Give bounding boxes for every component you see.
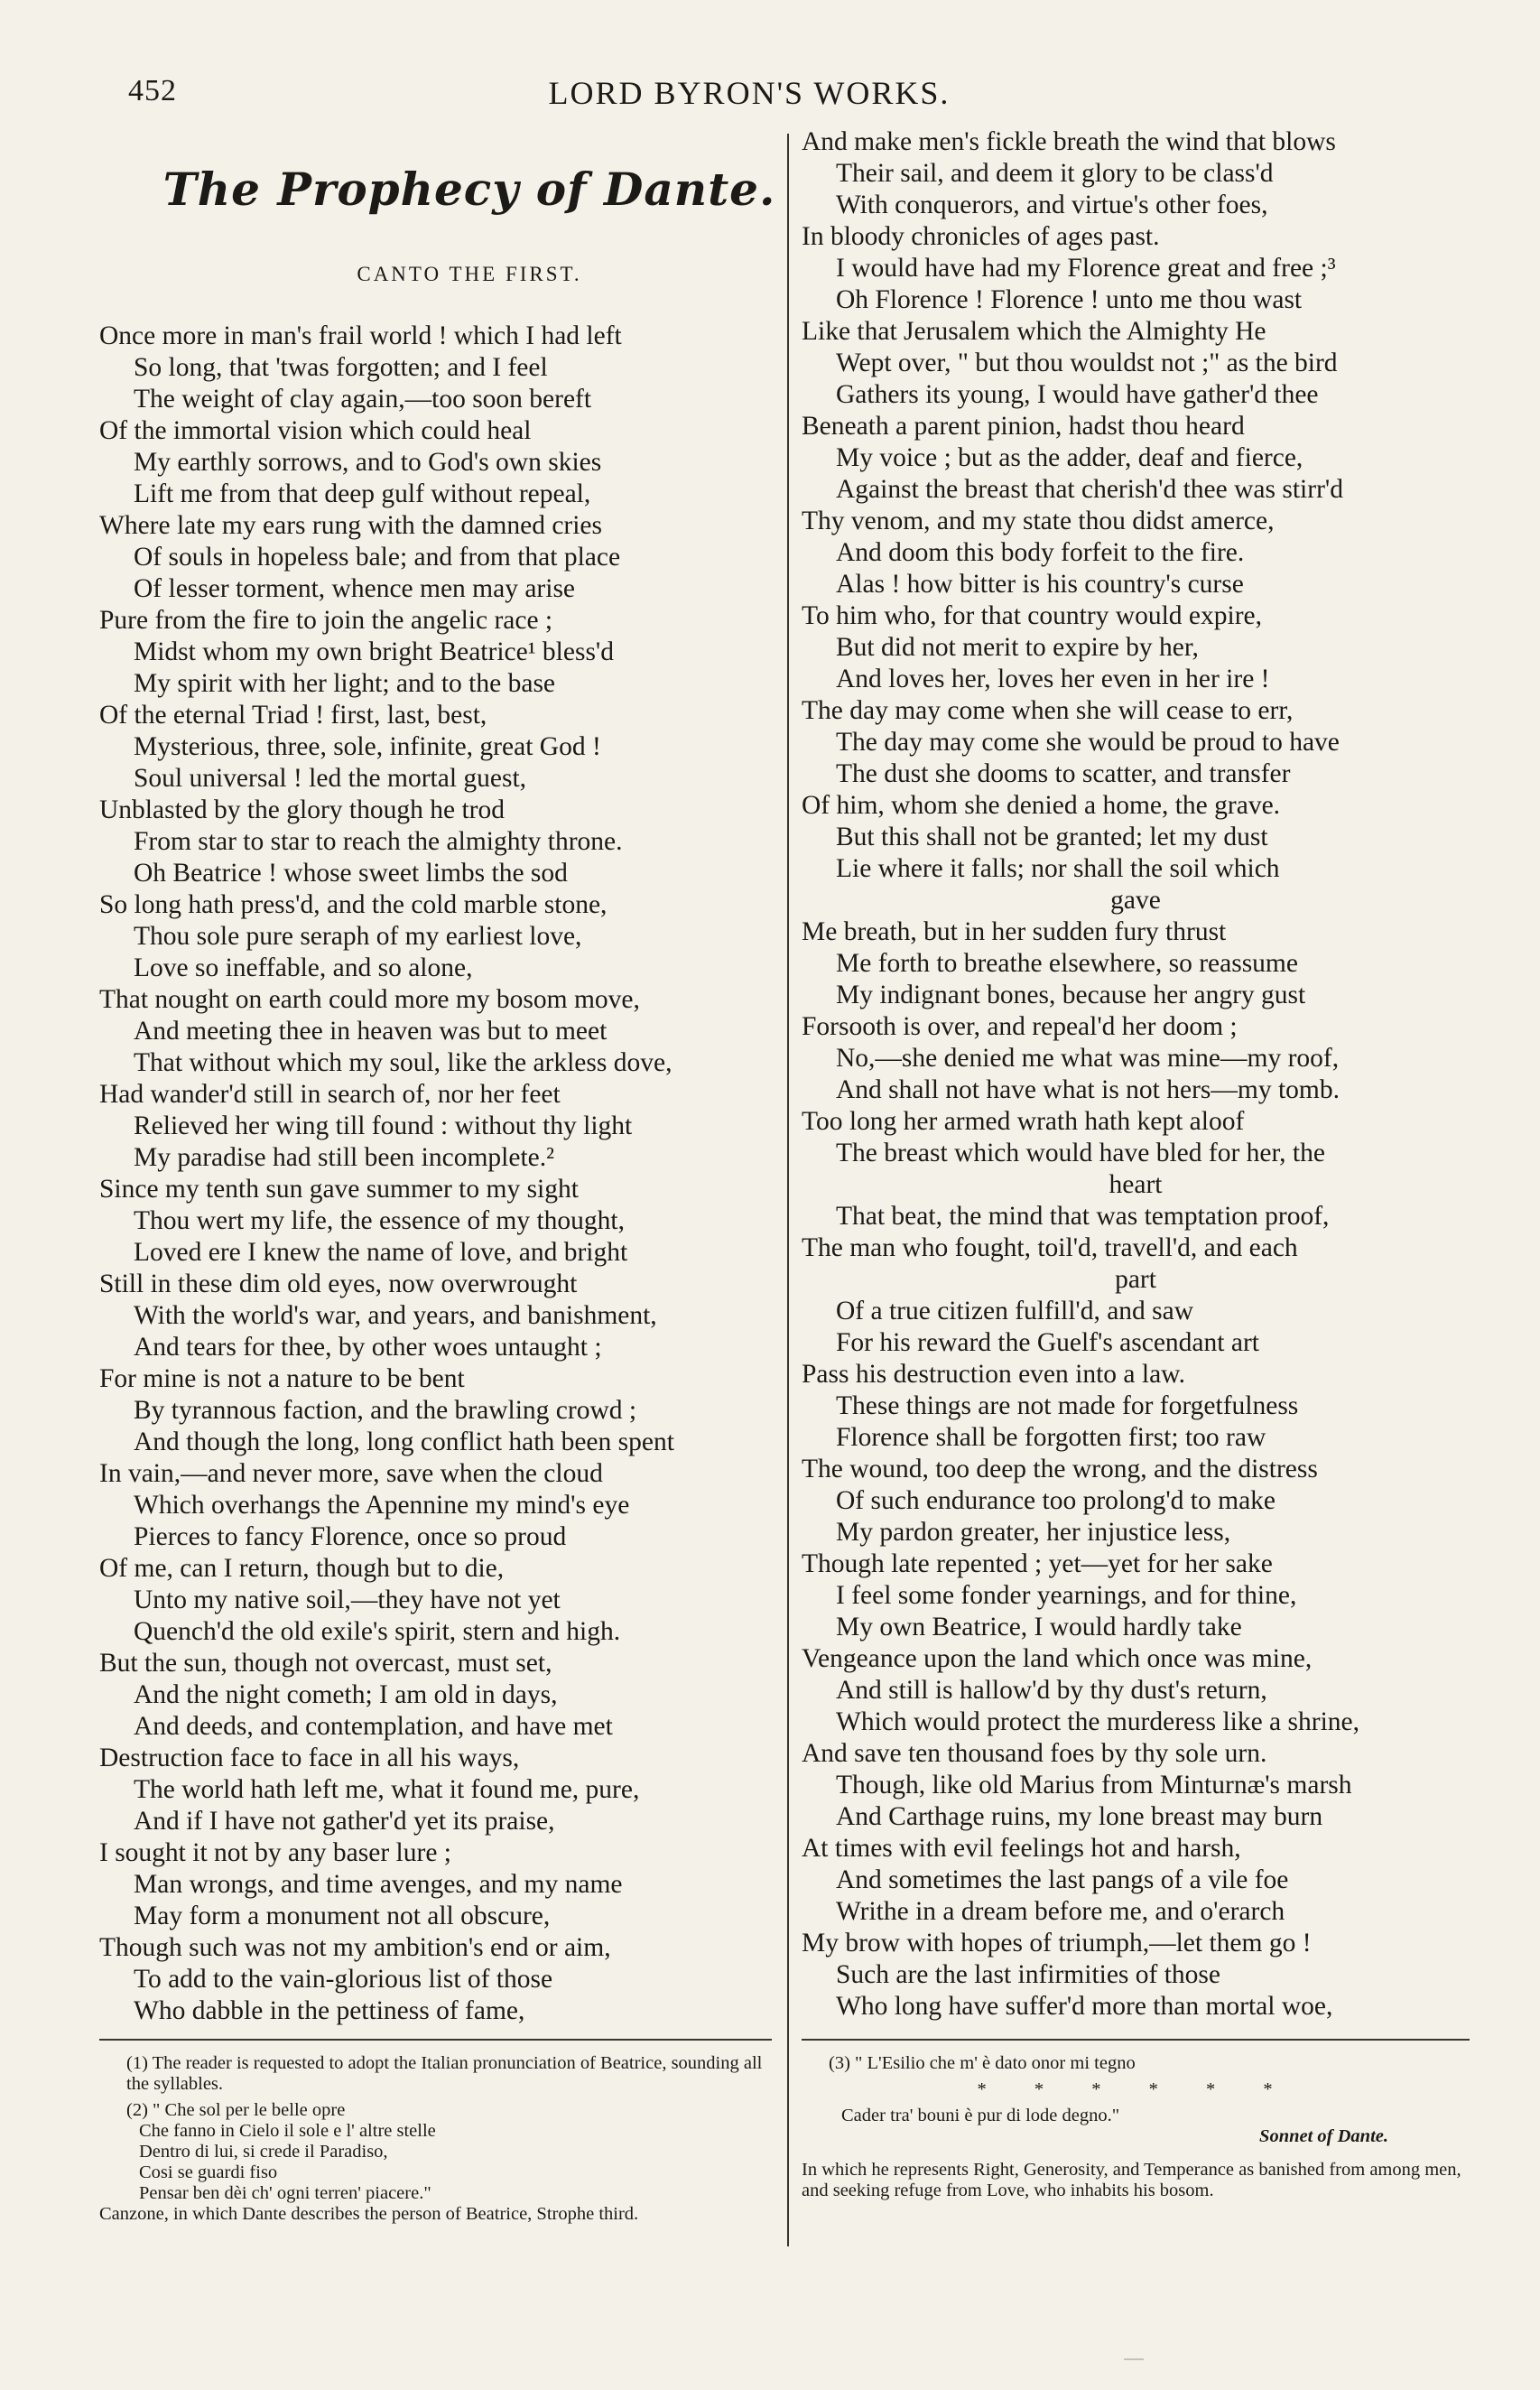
verse-line: part (1115, 1265, 1156, 1294)
verse-line: My own Beatrice, I would hardly take (836, 1613, 1242, 1641)
footnote-2-source: Canzone, in which Dante describes the person of Beatrice, Strophe third. (99, 2204, 639, 2224)
verse-line: Destruction face to face in all his ways, (99, 1744, 520, 1772)
verse-line: And the night cometh; I am old in days, (134, 1680, 558, 1709)
verse-line: But the sun, though not overcast, must set, (99, 1649, 552, 1678)
footnote-3-ellipsis: * * * * * * (977, 2079, 1294, 2099)
right-column (802, 126, 1470, 2023)
verse-line: Since my tenth sun gave summer to my sight (99, 1175, 579, 1204)
verse-line: Me breath, but in her sudden fury thrust (802, 917, 1227, 946)
verse-line: Too long her armed wrath hath kept aloof (802, 1107, 1245, 1136)
verse-line: Still in these dim old eyes, now overwrought (99, 1269, 578, 1298)
right-verse-list (802, 126, 1470, 2023)
verse-line: Me forth to breathe elsewhere, so reassume (836, 949, 1298, 978)
footnote-2 (99, 2100, 772, 2204)
verse-line: Of such endurance too prolong'd to make (836, 1486, 1276, 1515)
verse-line: The world hath left me, what it found me, pure, (134, 1775, 640, 1804)
verse-line: Loved ere I knew the name of love, and bright (134, 1238, 628, 1267)
verse-line: Of the immortal vision which could heal (99, 416, 532, 445)
footnote-2-line: Cosi se guardi fiso (139, 2162, 278, 2182)
verse-line: And meeting thee in heaven was but to meet (134, 1017, 608, 1046)
verse-line: That without which my soul, like the arkless dove, (134, 1048, 673, 1077)
verse-line: Alas ! how bitter is his country's curse (836, 570, 1244, 599)
verse-line: So long, that 'twas forgotten; and I feel (134, 353, 548, 382)
verse-line: My spirit with her light; and to the base (134, 669, 556, 698)
verse-line: That beat, the mind that was temptation proof, (836, 1202, 1330, 1231)
verse-line: Unto my native soil,—they have not yet (134, 1586, 561, 1614)
verse-line: In bloody chronicles of ages past. (802, 222, 1160, 251)
footnotes-right (802, 2039, 1470, 2207)
verse-line: I sought it not by any baser lure ; (99, 1838, 451, 1867)
verse-line: And if I have not gather'd yet its praise, (134, 1807, 555, 1836)
verse-line: Of lesser torment, whence men may arise (134, 574, 576, 603)
verse-line: And still is hallow'd by thy dust's return, (836, 1676, 1267, 1705)
verse-line: gave (1110, 886, 1161, 915)
footnote-3-line: Cader tra' bouni è pur di lode degno." (841, 2106, 1120, 2125)
verse-line: Of souls in hopeless bale; and from that place (134, 543, 621, 572)
footnote-3-source: Sonnet of Dante. (1259, 2126, 1388, 2146)
verse-line: My voice ; but as the adder, deaf and fierce, (836, 443, 1303, 472)
verse-line: And tears for thee, by other woes untaught ; (134, 1333, 602, 1362)
verse-line: Forsooth is over, and repeal'd her doom ; (802, 1012, 1238, 1041)
verse-line: That nought on earth could more my bosom move, (99, 985, 640, 1014)
verse-line: My brow with hopes of triumph,—let them go ! (802, 1929, 1312, 1958)
verse-line: Their sail, and deem it glory to be class'd (836, 159, 1274, 188)
verse-line: Beneath a parent pinion, hadst thou heard (802, 412, 1245, 441)
verse-line: For his reward the Guelf's ascendant art (836, 1328, 1259, 1357)
verse-line: The day may come she would be proud to have (836, 728, 1340, 757)
footnote-2-line: Dentro di lui, si crede il Paradiso, (139, 2142, 388, 2162)
verse-line: Love so ineffable, and so alone, (134, 953, 473, 982)
verse-line: These things are not made for forgetfulness (836, 1391, 1299, 1420)
verse-line: And loves her, loves her even in her ire ! (836, 665, 1270, 693)
verse-line: Pierces to fancy Florence, once so proud (134, 1522, 567, 1551)
verse-line: Though such was not my ambition's end or aim, (99, 1933, 611, 1962)
running-title: LORD BYRON'S WORKS. (548, 75, 951, 111)
verse-line: Lie where it falls; nor shall the soil which (836, 854, 1280, 883)
verse-line: I feel some fonder yearnings, and for thine, (836, 1581, 1297, 1610)
verse-line: Midst whom my own bright Beatrice¹ bless'd (134, 637, 614, 666)
verse-line: With conquerors, and virtue's other foes, (836, 191, 1268, 219)
verse-line: My paradise had still been incomplete.² (134, 1143, 554, 1172)
verse-line: The weight of clay again,—too soon bereft (134, 385, 592, 414)
verse-line: For mine is not a nature to be bent (99, 1364, 465, 1393)
verse-line: I would have had my Florence great and free ;³ (836, 254, 1336, 283)
canto-heading: CANTO THE FIRST. (357, 263, 582, 285)
page-number: 452 (128, 74, 177, 107)
verse-line: And doom this body forfeit to the fire. (836, 538, 1245, 567)
verse-line: Unblasted by the glory though he trod (99, 795, 505, 824)
verse-line: And sometimes the last pangs of a vile foe (836, 1865, 1289, 1894)
verse-line: Thy venom, and my state thou didst amerce, (802, 507, 1275, 535)
verse-line: Writhe in a dream before me, and o'erarch (836, 1897, 1285, 1926)
verse-line: Who long have suffer'd more than mortal woe, (836, 1992, 1333, 2021)
verse-line: Wept over, " but thou wouldst not ;" as the bird (836, 349, 1338, 377)
verse-line: And deeds, and contemplation, and have met (134, 1712, 613, 1741)
verse-line: Had wander'd still in search of, nor her feet (99, 1080, 561, 1109)
footnote-1: (1) The reader is requested to adopt the Italian pronunciation of Beatrice, sounding all the syllables. (126, 2053, 763, 2094)
verse-line: Pass his destruction even into a law. (802, 1360, 1185, 1389)
verse-line: To add to the vain-glorious list of those (134, 1965, 553, 1994)
verse-line: By tyrannous faction, and the brawling crowd ; (134, 1396, 637, 1425)
verse-line: The man who fought, toil'd, travell'd, and each (802, 1233, 1298, 1262)
scan-mark (1124, 2358, 1144, 2360)
verse-line: Like that Jerusalem which the Almighty He (802, 317, 1266, 346)
verse-line: To him who, for that country would expire, (802, 601, 1262, 630)
verse-line: And save ten thousand foes by thy sole urn. (802, 1739, 1267, 1768)
verse-line: The wound, too deep the wrong, and the distress (802, 1455, 1318, 1483)
verse-line: Which would protect the murderess like a shrine, (836, 1707, 1359, 1736)
verse-line: heart (1109, 1170, 1163, 1199)
poem-title: The Prophecy of Dante. (162, 163, 776, 216)
verse-line: Once more in man's frail world ! which I had left (99, 321, 622, 350)
footnote-3-note: In which he represents Right, Generosity, and Temperance as banished from among men, and seeking refuge from Love, who inhabits his bosom. (802, 2160, 1461, 2200)
verse-line: Pure from the fire to join the angelic race ; (99, 606, 553, 635)
verse-line: The day may come when she will cease to err, (802, 696, 1294, 725)
verse-line: Of me, can I return, though but to die, (99, 1554, 505, 1583)
verse-line: My pardon greater, her injustice less, (836, 1518, 1231, 1547)
verse-line: Lift me from that deep gulf without repeal, (134, 479, 591, 508)
verse-line: Such are the last infirmities of those (836, 1960, 1221, 1989)
left-column (99, 126, 785, 2027)
verse-line: Man wrongs, and time avenges, and my name (134, 1870, 623, 1899)
verse-line: Florence shall be forgotten first; too raw (836, 1423, 1266, 1452)
verse-line: No,—she denied me what was mine—my roof, (836, 1044, 1340, 1073)
verse-line: My indignant bones, because her angry gust (836, 981, 1306, 1009)
verse-line: Relieved her wing till found : without thy light (134, 1111, 633, 1140)
verse-line: In vain,—and never more, save when the cloud (99, 1459, 603, 1488)
footnote-3-line: (3) " L'Esilio che m' è dato onor mi tegno (829, 2053, 1136, 2073)
verse-line: And though the long, long conflict hath been spent (134, 1427, 674, 1456)
footnotes-left (99, 2039, 772, 2230)
verse-line: Mysterious, three, sole, infinite, great God ! (134, 732, 601, 761)
verse-line: May form a monument not all obscure, (134, 1902, 551, 1930)
verse-line: Of a true citizen fulfill'd, and saw (836, 1297, 1194, 1325)
verse-line: Who dabble in the pettiness of fame, (134, 1996, 525, 2025)
verse-line: From star to star to reach the almighty throne. (134, 827, 623, 856)
verse-line: And shall not have what is not hers—my tomb. (836, 1075, 1340, 1104)
verse-line: So long hath press'd, and the cold marble stone, (99, 890, 608, 919)
footnote-2-line: Che fanno in Cielo il sole e l' altre stelle (139, 2121, 436, 2141)
verse-line: My earthly sorrows, and to God's own skies (134, 448, 602, 477)
verse-line: At times with evil feelings hot and harsh, (802, 1834, 1241, 1863)
verse-line: Vengeance upon the land which once was mine, (802, 1644, 1313, 1673)
verse-line: But did not merit to expire by her, (836, 633, 1199, 662)
footnote-2-line: (2) " Che sol per le belle opre (126, 2100, 346, 2120)
verse-line: Thou wert my life, the essence of my thought, (134, 1206, 625, 1235)
verse-line: But this shall not be granted; let my dust (836, 823, 1268, 851)
verse-line: Of the eternal Triad ! first, last, best, (99, 701, 487, 730)
verse-line: Which overhangs the Apennine my mind's eye (134, 1491, 630, 1520)
verse-line: The breast which would have bled for her, the (836, 1139, 1325, 1167)
verse-line: Against the breast that cherish'd thee was stirr'd (836, 475, 1343, 504)
verse-line: With the world's war, and years, and banishment, (134, 1301, 657, 1330)
verse-line: The dust she dooms to scatter, and transfer (836, 759, 1291, 788)
verse-line: Gathers its young, I would have gather'd thee (836, 380, 1319, 409)
verse-line: Though late repented ; yet—yet for her sake (802, 1549, 1273, 1578)
verse-line: And make men's fickle breath the wind that blows (802, 127, 1336, 156)
verse-line: And Carthage ruins, my lone breast may burn (836, 1802, 1323, 1831)
verse-line: Thou sole pure seraph of my earliest love, (134, 922, 582, 951)
running-head (0, 65, 1540, 119)
footnote-2-line: Pensar ben dèi ch' ogni terren' piacere." (139, 2183, 431, 2203)
verse-line: Where late my ears rung with the damned cries (99, 511, 602, 540)
verse-line: Oh Florence ! Florence ! unto me thou wast (836, 285, 1303, 314)
verse-line: Soul universal ! led the mortal guest, (134, 764, 527, 793)
column-divider (787, 134, 789, 2246)
verse-line: Quench'd the old exile's spirit, stern and high. (134, 1617, 621, 1646)
verse-line: Though, like old Marius from Minturnæ's marsh (836, 1771, 1352, 1799)
left-verse-list (99, 321, 785, 2027)
verse-line: Of him, whom she denied a home, the grave. (802, 791, 1281, 820)
verse-line: Oh Beatrice ! whose sweet limbs the sod (134, 859, 568, 888)
